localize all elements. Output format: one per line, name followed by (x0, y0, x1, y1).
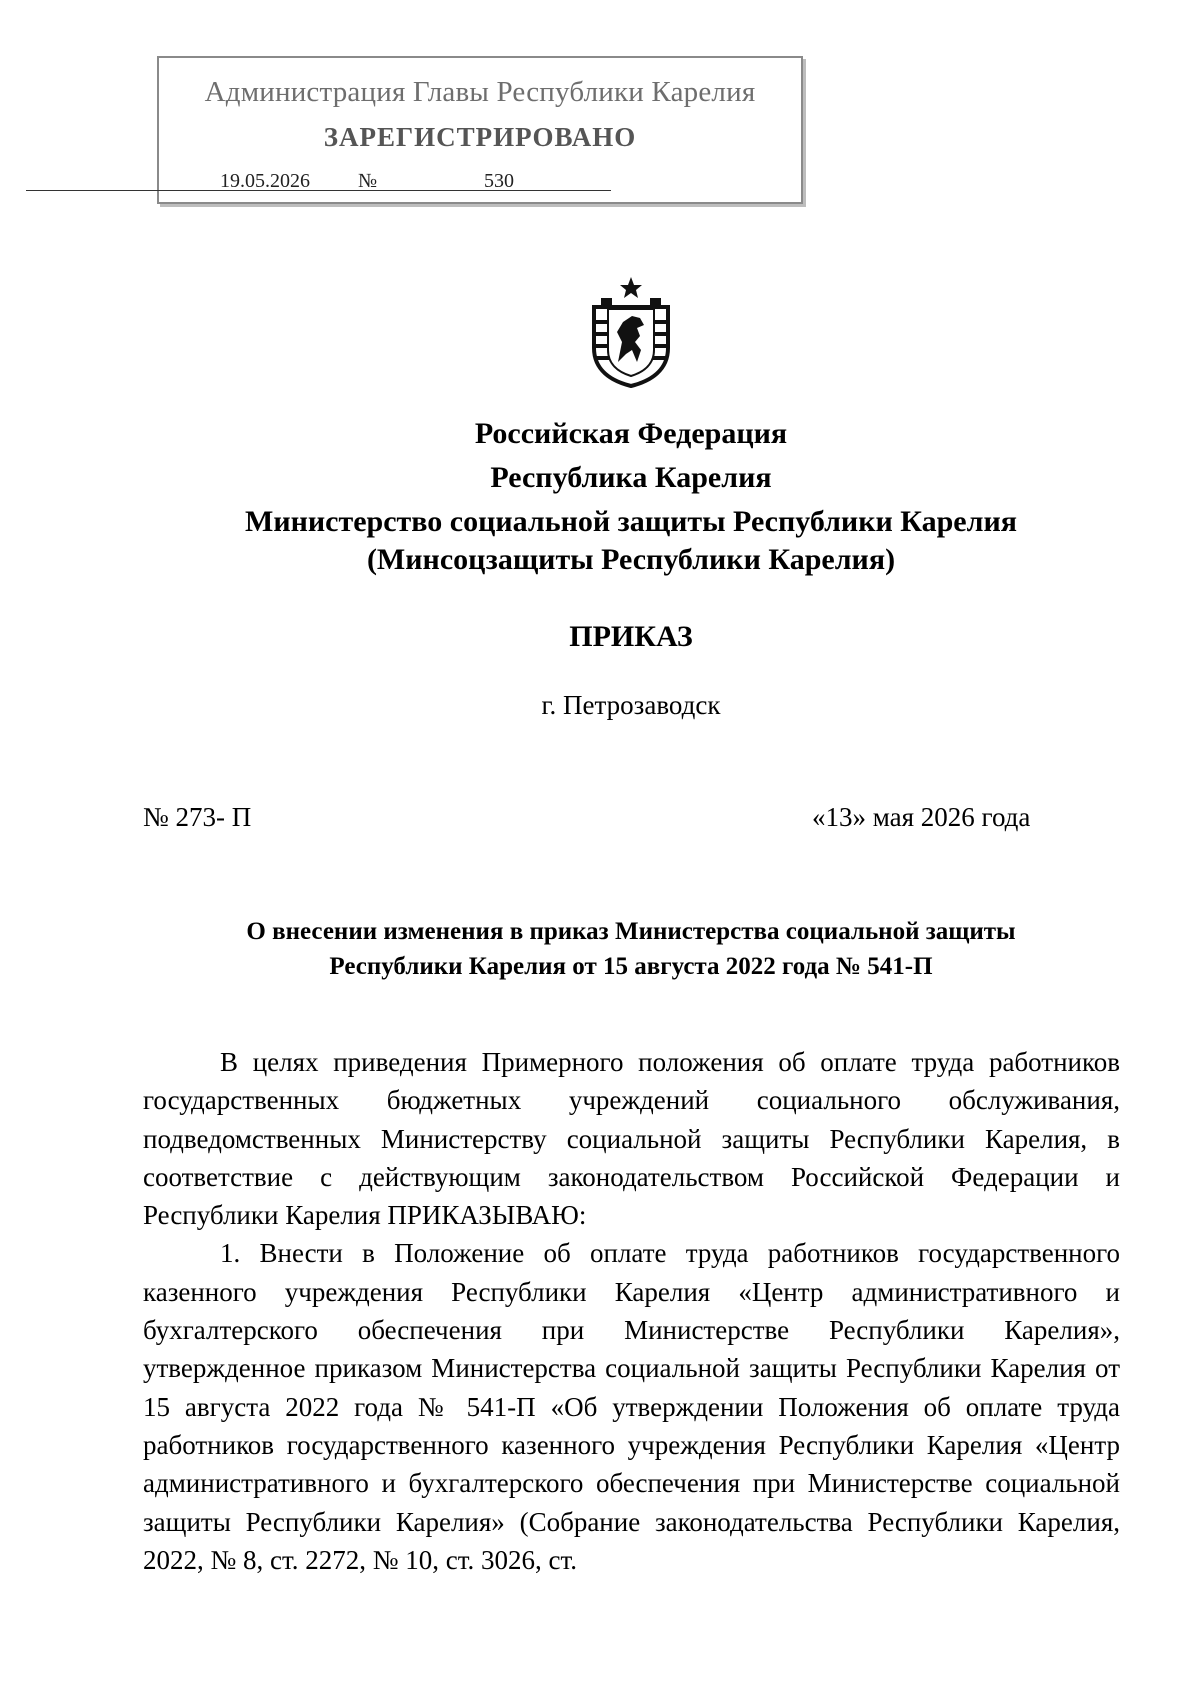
republic-heading: Республика Карелия (490, 461, 772, 494)
country-heading: Российская Федерация (474, 417, 788, 450)
karelia-coat-of-arms-icon (588, 276, 674, 388)
document-type: ПРИКАЗ (569, 620, 693, 653)
ministry-short-heading: (Минсоцзащиты Республики Карелия) (366, 543, 896, 576)
body-paragraph-1: В целях приведения Примерного положения об оплате труда работников государственных бюджетных учреждений социального обслуживания, подведомственных Министерству социальной защиты Республики Карелия, в соответствие с действующим законодательством Российской Федерации и Республики Карелия ПРИКАЗЫВАЮ: (143, 1047, 1120, 1231)
stamp-status: ЗАРЕГИСТРИРОВАНО (323, 122, 637, 152)
order-title-line1: О внесении изменения в приказ Министерства социальной защиты (246, 918, 1016, 945)
stamp-underline (26, 170, 611, 191)
order-body (143, 1043, 1120, 1579)
city: г. Петрозаводск (541, 690, 721, 720)
order-date: «13» мая 2026 года (812, 802, 1031, 832)
order-number: № 273- П (143, 802, 252, 832)
stamp-organization: Администрация Главы Республики Карелия (204, 76, 756, 108)
order-title-line2: Республики Карелия от 15 августа 2022 года № 541-П (329, 953, 933, 980)
body-paragraph-2: 1. Внести в Положение об оплате труда работников государственного казенного учреждения Республики Карелия «Центр административного и бухгалтерского обеспечения при Министерстве Республики Карелия», утвержденное приказом Министерства социальной защиты Республики Карелия от 15 августа 2022 года № 541-П «Об утверждении Положения об оплате труда работников государственного казенного учреждения Республики Карелия «Центр административного и бухгалтерского обеспечения при Министерстве социальной защиты Республики Карелия» (Собрание законодательства Республики Карелия, 2022, № 8, ст. 2272, № 10, ст. 3026, ст. (143, 1238, 1120, 1575)
stamp-number-label: № (358, 170, 378, 192)
stamp-number: 530 (484, 170, 514, 192)
ministry-heading: Министерство социальной защиты Республики Карелия (245, 505, 1017, 538)
stamp-date: 19.05.2026 (220, 170, 310, 192)
